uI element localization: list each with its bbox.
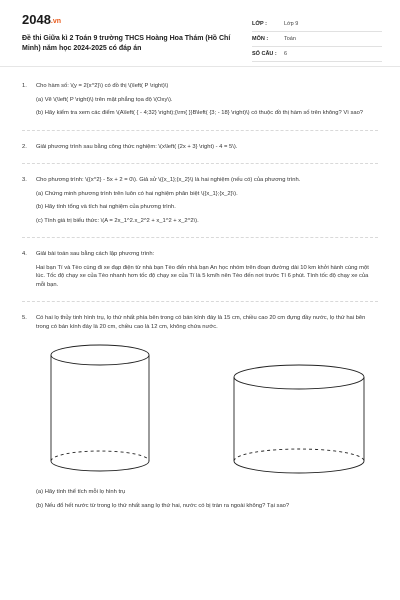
info-table	[252, 17, 382, 62]
question-text: Cho phương trình: \({x^2} - 5x + 2 = 0\). Giả sử \({x_1};{x_2}\) là hai nghiệm (nếu có) của phương trình.	[36, 177, 301, 183]
info-label: LỚP :	[252, 21, 267, 27]
question-sub: (a) Chứng minh phương trình trên luôn có hai nghiệm phân biệt \({x_1};{x_2}\).	[36, 190, 238, 197]
question-text: Có hai lọ thủy tinh hình trụ, lọ thứ nhất phía bên trong có bán kính đáy là 15 cm, chiều cao 20 cm đựng đầy nước, lọ thứ hai bên trong có bán kính đáy là 20 cm, chiều cao là 12 cm, không chứa nước.	[36, 315, 366, 330]
question-number: 5.	[22, 315, 27, 321]
question-number: 2.	[22, 143, 27, 150]
info-row-count	[252, 47, 382, 62]
question-2	[22, 143, 378, 152]
question-5	[22, 314, 378, 510]
page-title: Đề thi Giữa kì 2 Toán 9 trường THCS Hoàng Hoa Thám (Hồ Chí Minh) năm học 2024-2025 có đáp án	[22, 35, 231, 52]
info-row-class	[252, 17, 382, 32]
cylinder-2	[234, 365, 364, 473]
question-sub: (a) Hãy tính thể tích mỗi lọ hình trụ	[36, 489, 126, 495]
site-logo[interactable]	[22, 12, 61, 27]
divider	[22, 301, 378, 302]
info-value: Lớp 9	[284, 21, 299, 27]
question-sub: (c) Tính giá trị biểu thức: \(A = 2x_1^2.x_2^2 + x_1^2 + x_2^2\).	[36, 217, 199, 224]
page-header	[0, 0, 400, 67]
question-sub: (a) Vẽ \(\left( P \right)\) trên mặt phẳng tọa độ \(Oxy\).	[36, 96, 173, 103]
info-value: 6	[284, 51, 288, 57]
questions-list	[22, 82, 378, 510]
question-1	[22, 82, 378, 118]
info-value: Toán	[284, 36, 296, 42]
question-number: 3.	[22, 177, 27, 183]
info-row-subject	[252, 32, 382, 47]
info-label: SỐ CÂU :	[252, 51, 277, 57]
question-number: 4.	[22, 251, 27, 257]
cylinder-1	[51, 345, 149, 471]
question-body: Hai bạn Tí và Tèo cùng đi xe đạp điện từ nhà bạn Tèo đến nhà bạn An học nhóm trên đoạn đường dài 10 km khởi hành cùng một lúc. Tốc độ chạy xe của Tèo nhanh hơn tốc độ chạy xe của Tí là 5 km/h nên Tèo đến nơi trước Tí 6 phút. Tính tốc độ chạy xe của mỗi bạn.	[36, 264, 369, 288]
cylinders-drawing	[36, 335, 378, 483]
info-label: MÔN :	[252, 36, 269, 42]
logo-text: 2048	[22, 12, 51, 27]
divider	[22, 237, 378, 238]
cylinders-figure	[36, 335, 378, 483]
question-sub: (b) Hãy kiểm tra xem các điểm \(A\left( { - 4;32} \right);{\rm{ }}B\left( {3; - 18} \right)\) có thuộc đồ thị hàm số trên không? Vì sao?	[36, 110, 364, 116]
divider	[22, 163, 378, 164]
question-text: Giải bài toán sau bằng cách lập phương trình:	[36, 251, 155, 257]
question-number: 1.	[22, 83, 27, 89]
question-text: Giải phương trình sau bằng công thức nghiệm: \(x\left( {2x + 3} \right) - 4 = 5\).	[36, 143, 238, 150]
question-4	[22, 250, 378, 289]
question-sub: (b) Hãy tính tổng và tích hai nghiệm của phương trình.	[36, 204, 176, 210]
question-3	[22, 176, 378, 225]
divider	[22, 130, 378, 131]
logo-suffix: .vn	[50, 18, 62, 25]
question-text: Cho hàm số: \(y = 2{x^2}\) có đồ thị \(\left( P \right)\)	[36, 83, 169, 89]
question-sub: (b) Nếu đổ hết nước từ trong lọ thứ nhất sang lọ thứ hai, nước có bị tràn ra ngoài không? Tại sao?	[36, 502, 290, 509]
